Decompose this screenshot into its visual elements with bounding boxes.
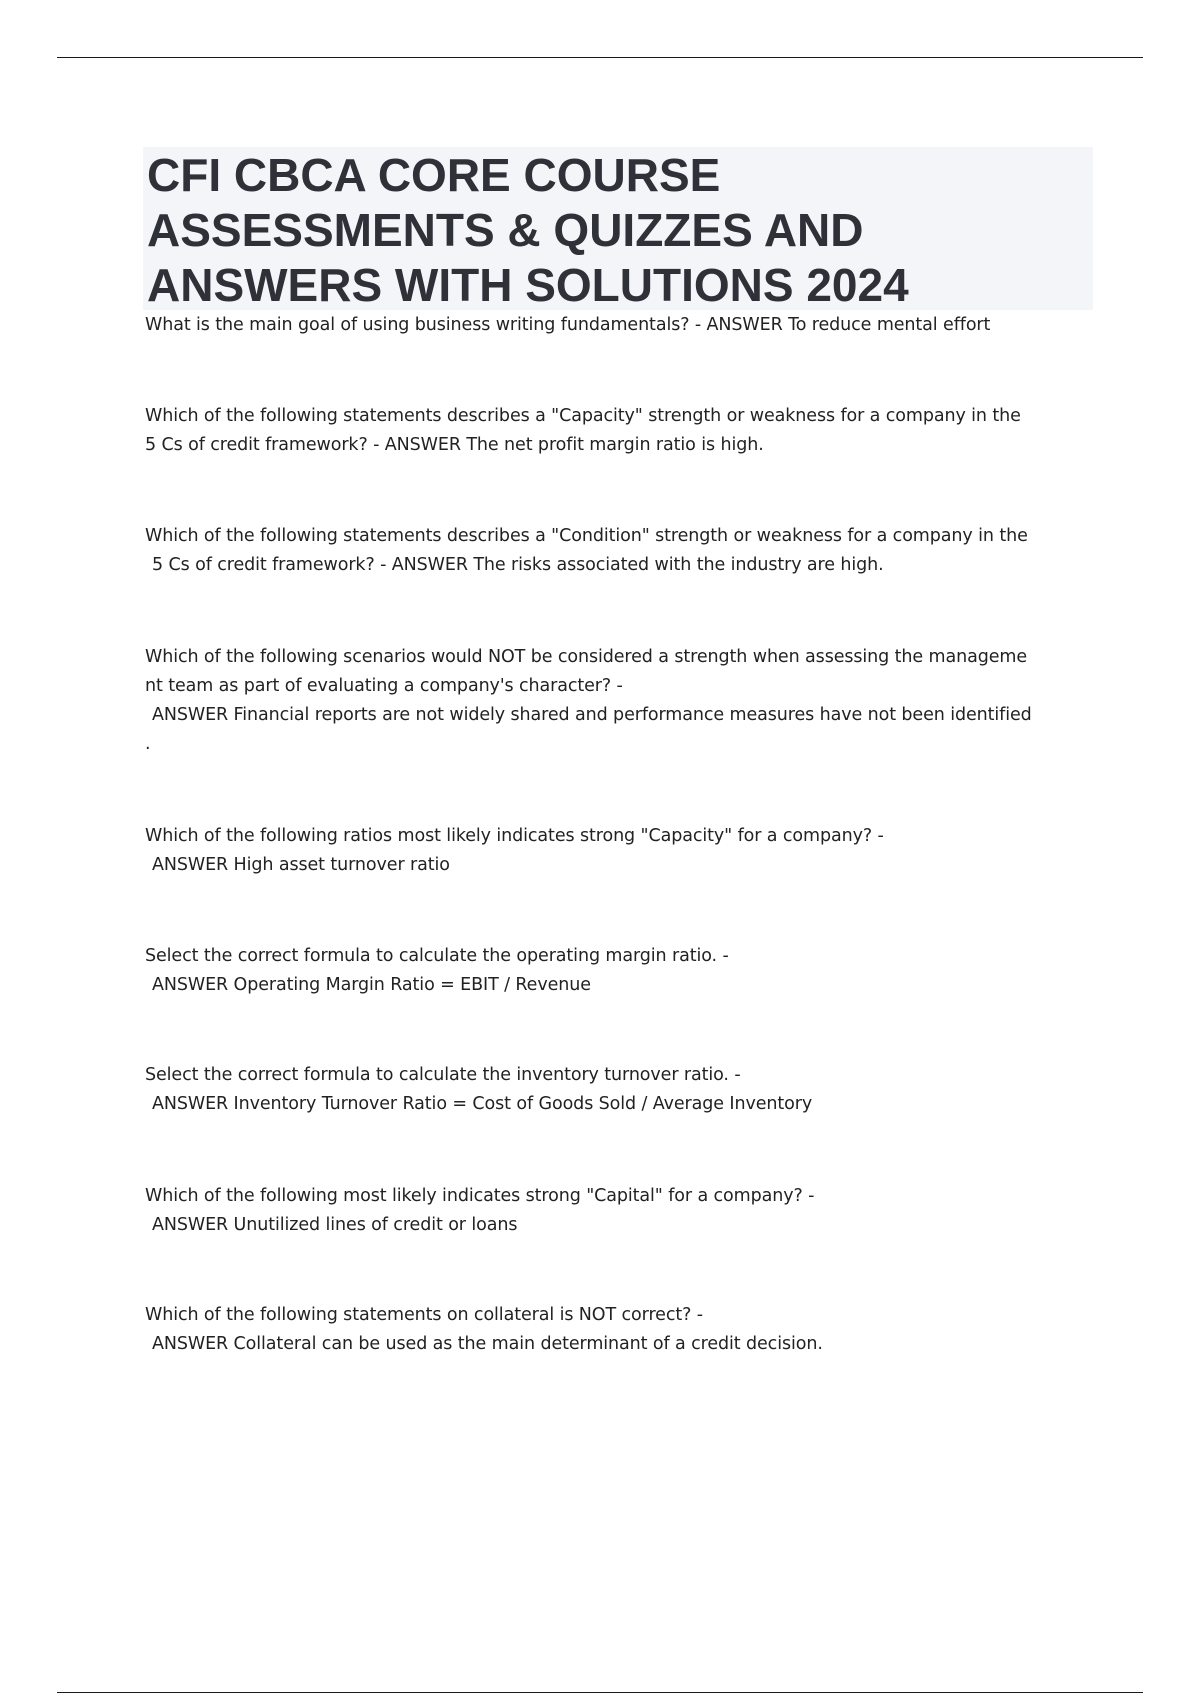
top-rule: [57, 57, 1143, 58]
qa-item-3-line-2: 5 Cs of credit framework? - ANSWER The risks associated with the industry are high.: [152, 555, 884, 575]
qa-item-8-line-1: Which of the following most likely indicates strong "Capital" for a company? -: [145, 1186, 815, 1206]
document-title: [143, 147, 1093, 310]
qa-item-4-line-2: nt team as part of evaluating a company's character? -: [145, 676, 623, 696]
qa-item-4-line-3: ANSWER Financial reports are not widely shared and performance measures have not been identified: [152, 705, 1032, 725]
qa-item-7: [145, 1061, 812, 1119]
qa-item-9-line-2: ANSWER Collateral can be used as the main determinant of a credit decision.: [152, 1334, 823, 1354]
qa-item-7-line-1: Select the correct formula to calculate the inventory turnover ratio. -: [145, 1065, 741, 1085]
qa-item-8: [145, 1182, 814, 1240]
qa-item-5-line-2: ANSWER High asset turnover ratio: [152, 855, 450, 875]
qa-item-8-line-2: ANSWER Unutilized lines of credit or loans: [152, 1215, 518, 1235]
qa-item-2-line-2: 5 Cs of credit framework? - ANSWER The net profit margin ratio is high.: [145, 435, 764, 455]
qa-item-4-line-4: .: [145, 734, 151, 754]
qa-item-5-line-1: Which of the following ratios most likely indicates strong "Capacity" for a company? -: [145, 826, 884, 846]
qa-item-6: [145, 942, 729, 1000]
qa-item-2-line-1: Which of the following statements describes a "Capacity" strength or weakness for a company in the: [145, 406, 1021, 426]
title-line-2: ASSESSMENTS & QUIZZES AND: [147, 204, 864, 256]
qa-item-3-line-1: Which of the following statements describes a "Condition" strength or weakness for a company in the: [145, 526, 1028, 546]
qa-item-5: [145, 822, 884, 880]
title-line-3: ANSWERS WITH SOLUTIONS 2024: [147, 259, 909, 311]
qa-item-3: [145, 522, 1028, 580]
qa-item-4-line-1: Which of the following scenarios would NOT be considered a strength when assessing the manageme: [145, 647, 1027, 667]
qa-item-1: [145, 311, 990, 340]
title-line-1: CFI CBCA CORE COURSE: [147, 149, 721, 201]
qa-item-1-line-1: What is the main goal of using business writing fundamentals? - ANSWER To reduce mental effort: [145, 315, 991, 335]
qa-item-6-line-1: Select the correct formula to calculate the operating margin ratio. -: [145, 946, 729, 966]
qa-item-6-line-2: ANSWER Operating Margin Ratio = EBIT / Revenue: [152, 975, 591, 995]
qa-item-9: [145, 1301, 823, 1359]
qa-item-7-line-2: ANSWER Inventory Turnover Ratio = Cost of Goods Sold / Average Inventory: [152, 1094, 813, 1114]
bottom-rule: [57, 1692, 1143, 1693]
qa-item-9-line-1: Which of the following statements on collateral is NOT correct? -: [145, 1305, 703, 1325]
qa-item-2: [145, 402, 1021, 460]
qa-item-4: [145, 643, 1032, 759]
